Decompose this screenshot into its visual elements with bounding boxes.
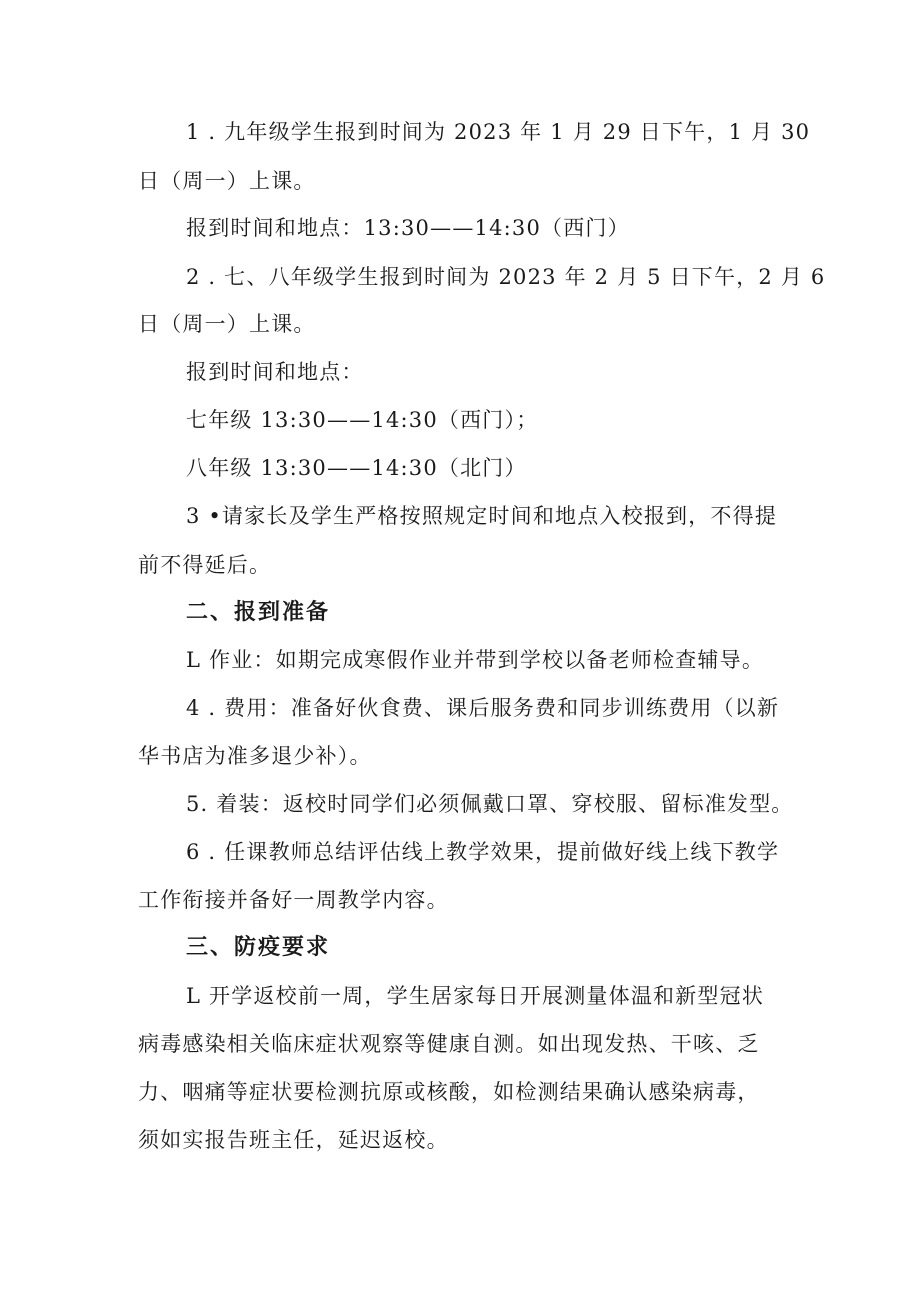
- section-heading-epidemic: 三、防疫要求: [186, 935, 331, 960]
- prep-item-teachers-line-2: 工作衔接并备好一周教学内容。: [138, 888, 449, 912]
- item-2-line-1: 2 . 七、八年级学生报到时间为 2023 年 2 月 5 日下午，2 月 6: [186, 265, 826, 289]
- section-heading-preparation: 二、报到准备: [186, 600, 331, 625]
- item-3-line-1: 3 •请家长及学生严格按照规定时间和地点入校报到，不得提: [186, 504, 778, 528]
- prep-item-fees-line-1: 4 . 费用：准备好伙食费、课后服务费和同步训练费用（以新: [186, 696, 780, 720]
- item-1-line-1: 1 . 九年级学生报到时间为 2023 年 1 月 29 日下午，1 月 30: [186, 120, 811, 144]
- item-1-time-place: 报到时间和地点：13:30——14:30（西门）: [186, 216, 630, 240]
- prep-item-fees-line-2: 华书店为准多退少补）。: [138, 744, 372, 768]
- item-3-line-2: 前不得延后。: [138, 553, 272, 577]
- grade-8-schedule: 八年级 13:30——14:30（北门）: [186, 456, 527, 480]
- epidemic-item-line-4: 须如实报告班主任，延迟返校。: [138, 1128, 449, 1152]
- prep-item-dress: 5. 着装：返校时同学们必须佩戴口罩、穿校服、留标准发型。: [186, 792, 794, 816]
- epidemic-item-line-2: 病毒感染相关临床症状观察等健康自测。如出现发热、干咳、乏: [138, 1032, 760, 1056]
- epidemic-item-line-1: L 开学返校前一周，学生居家每日开展测量体温和新型冠状: [186, 984, 765, 1008]
- item-1-line-2: 日（周一）上课。: [138, 169, 316, 193]
- epidemic-item-line-3: 力、咽痛等症状要检测抗原或核酸，如检测结果确认感染病毒，: [138, 1080, 760, 1104]
- prep-item-homework: L 作业：如期完成寒假作业并带到学校以备老师检查辅导。: [186, 648, 765, 672]
- prep-item-teachers-line-1: 6 . 任课教师总结评估线上教学效果，提前做好线上线下教学: [186, 840, 780, 864]
- item-2-line-2: 日（周一）上课。: [138, 312, 316, 336]
- grade-7-schedule: 七年级 13:30——14:30（西门）；: [186, 408, 539, 432]
- item-2-time-place-label: 报到时间和地点：: [186, 360, 364, 384]
